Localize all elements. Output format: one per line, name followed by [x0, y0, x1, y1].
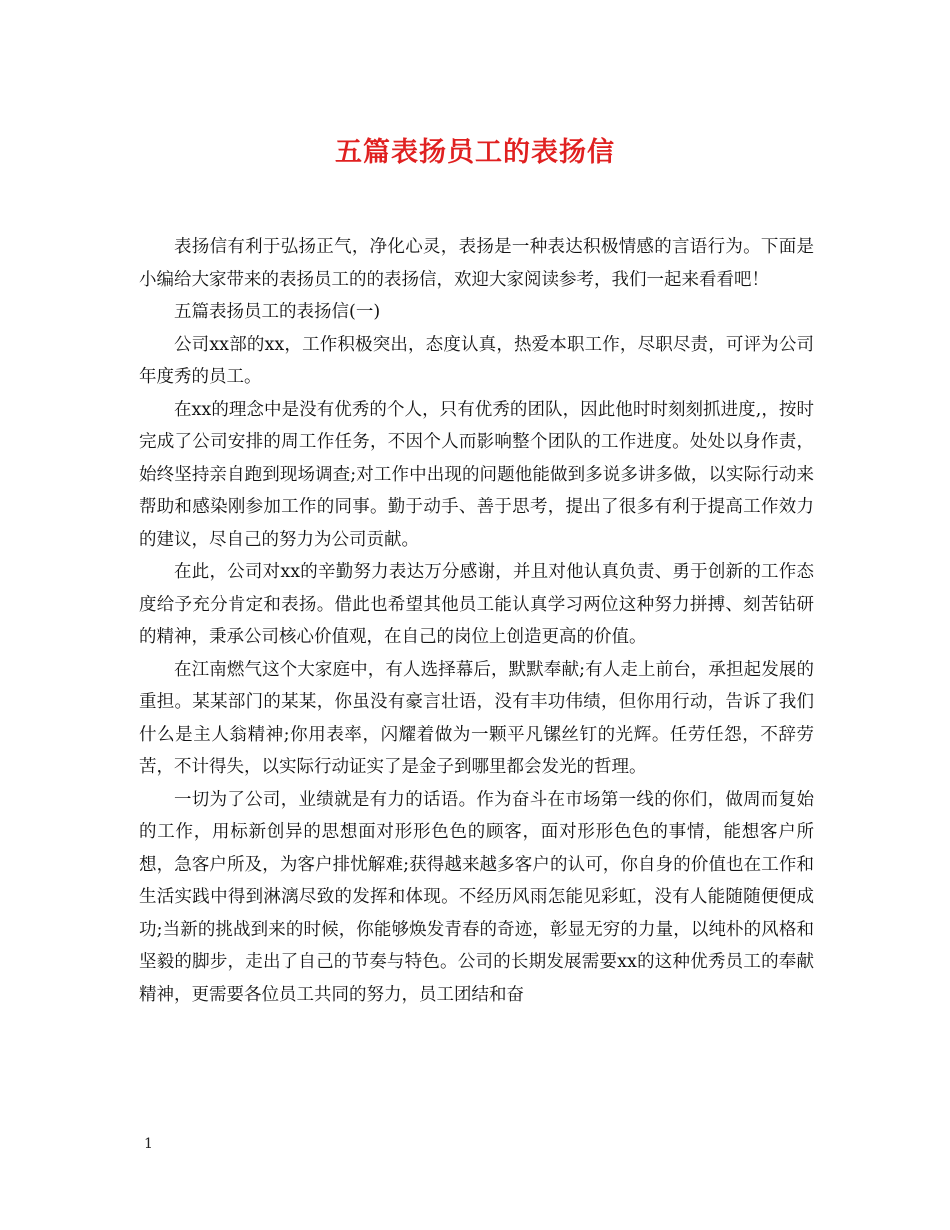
paragraph-3: 在此，公司对xx的辛勤努力表达万分感谢，并且对他认真负责、勇于创新的工作态度给予充分肯定和表扬。借此也希望其他员工能认真学习两位这种努力拼搏、刻苦钻研的精神，秉承公司核心价值观，在自己的岗位上创造更高的价值。 [139, 562, 814, 647]
paragraph-section-heading: 五篇表扬员工的表扬信(一) [174, 302, 381, 322]
page-number: 1 [144, 1136, 153, 1152]
document-body [139, 231, 814, 1011]
paragraph-2: 在xx的理念中是没有优秀的个人，只有优秀的团队，因此他时时刻刻抓进度,，按时完成了公司安排的周工作任务，不因个人而影响整个团队的工作进度。处处以身作责，始终坚持亲自跑到现场调查;对工作中出现的问题他能做到多说多讲多做，以实际行动来帮助和感染刚参加工作的同事。勤于动手、善于思考，提出了很多有利于提高工作效力的建议，尽自己的努力为公司贡献。 [139, 399, 814, 550]
paragraph-4: 在江南燃气这个大家庭中，有人选择幕后，默默奉献;有人走上前台，承担起发展的重担。某某部门的某某，你虽没有豪言壮语，没有丰功伟绩，但你用行动，告诉了我们什么是主人翁精神;你用表率，闪耀着做为一颗平凡镙丝钉的光辉。任劳任怨，不辞劳苦，不计得失，以实际行动证实了是金子到哪里都会发光的哲理。 [139, 659, 814, 777]
paragraph-5: 一切为了公司，业绩就是有力的话语。作为奋斗在市场第一线的你们，做周而复始的工作，用标新创异的思想面对形形色色的顾客，面对形形色色的事情，能想客户所想，急客户所及，为客户排忧解难;获得越来越多客户的认可，你自身的价值也在工作和生活实践中得到淋漓尽致的发挥和体现。不经历风雨怎能见彩虹，没有人能随随便便成功;当新的挑战到来的时候，你能够焕发青春的奇迹，彰显无穷的力量，以纯朴的风格和坚毅的脚步，走出了自己的节奏与特色。公司的长期发展需要xx的这种优秀员工的奉献精神，更需要各位员工共同的努力，员工团结和奋 [139, 789, 814, 1005]
document-title: 五篇表扬员工的表扬信 [335, 137, 615, 168]
paragraph-intro: 表扬信有利于弘扬正气，净化心灵，表扬是一种表达积极情感的言语行为。下面是小编给大家带来的表扬员工的的表扬信，欢迎大家阅读参考，我们一起来看看吧！ [139, 237, 814, 290]
paragraph-1: 公司xx部的xx，工作积极突出，态度认真，热爱本职工作，尽职尽责，可评为公司年度秀的员工。 [139, 334, 814, 387]
